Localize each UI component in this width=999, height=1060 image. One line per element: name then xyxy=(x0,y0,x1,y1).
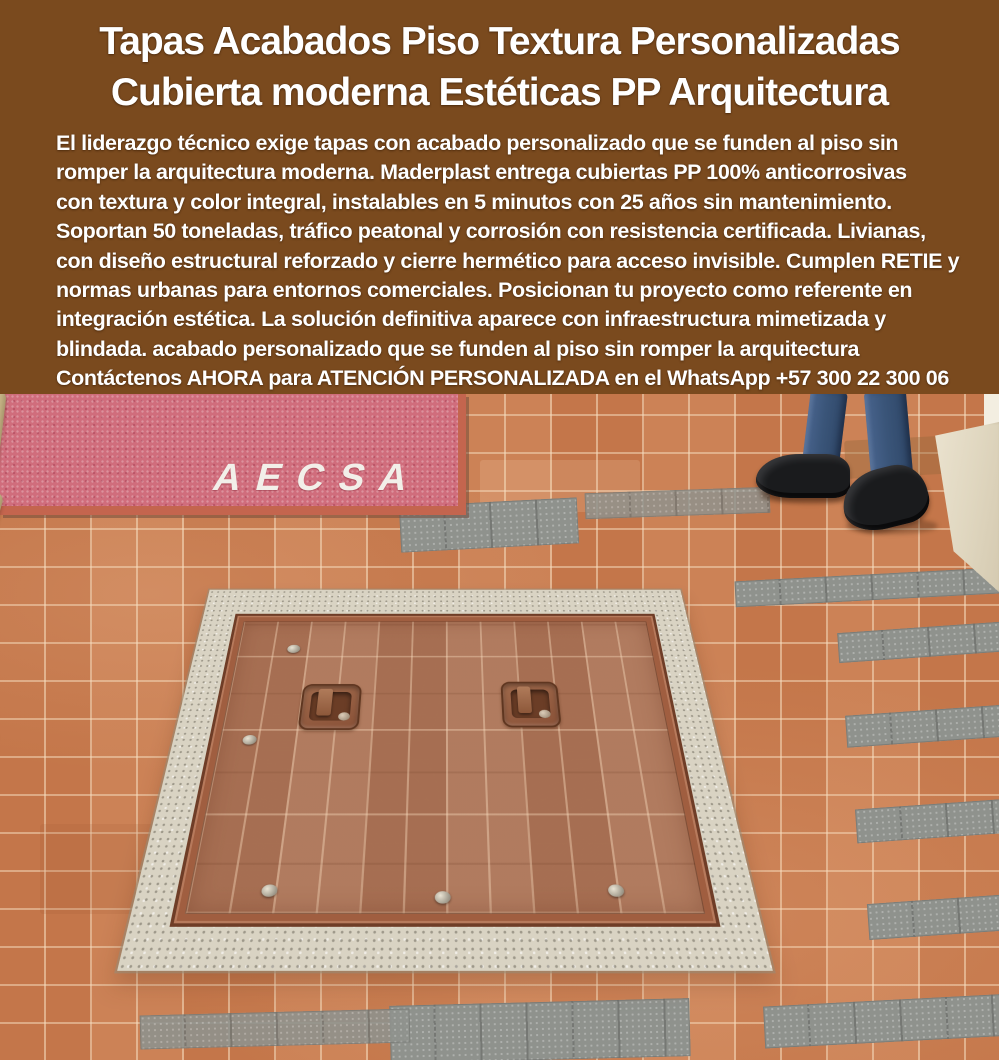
gray-brick-band xyxy=(867,894,999,940)
lift-handle[interactable] xyxy=(298,684,363,730)
screw xyxy=(435,892,451,904)
page-title xyxy=(0,16,999,118)
paragraph-line: con diseño estructural reforzado y cierre hermético para acceso invisible. Cumplen RETIE y xyxy=(56,248,960,273)
gray-brick-band xyxy=(837,621,999,663)
paragraph-line: blindada. acabado personalizado que se funden al piso sin romper la arquitectura xyxy=(56,336,860,361)
product-photo xyxy=(0,394,999,1060)
gray-brick-band xyxy=(140,1008,411,1049)
screw xyxy=(260,884,277,896)
handle-pin xyxy=(338,713,350,721)
gray-brick-band xyxy=(845,704,999,747)
handle-pin xyxy=(539,710,551,718)
title-line-2: Cubierta moderna Estéticas PP Arquitectura xyxy=(110,71,889,114)
leather-boot xyxy=(756,454,850,498)
gray-brick-band xyxy=(585,487,771,519)
intro-paragraph xyxy=(0,129,999,394)
chair-leg xyxy=(0,490,4,854)
paragraph-line: normas urbanas para entornos comerciales. Posicionan tu proyecto como referente en xyxy=(56,278,913,303)
gray-brick-band xyxy=(763,993,999,1048)
cover-plate xyxy=(185,621,705,914)
handle-grip[interactable] xyxy=(516,686,532,713)
paragraph-line: romper la arquitectura moderna. Maderplast entrega cubiertas PP 100% anticorrosivas xyxy=(56,160,907,185)
screw xyxy=(287,645,301,653)
concrete-step xyxy=(928,422,999,592)
floor-access-cover xyxy=(117,590,773,971)
whatsapp-contact-line[interactable]: Contáctenos AHORA para ATENCIÓN PERSONALIZADA en el WhatsApp +57 300 22 300 06 xyxy=(56,366,949,391)
gray-brick-band xyxy=(855,799,999,844)
paragraph-line: Soportan 50 toneladas, tráfico peatonal y corrosión con resistencia certificada. Livianas, xyxy=(56,219,926,244)
title-line-1: Tapas Acabados Piso Textura Personalizadas xyxy=(99,20,900,63)
lift-handle[interactable] xyxy=(500,681,561,727)
paragraph-line: El liderazgo técnico exige tapas con acabado personalizado que se funden al piso sin xyxy=(56,131,899,155)
paragraph-line: integración estética. La solución definitiva aparece con infraestructura mimetizada y xyxy=(56,307,886,332)
gray-brick-band xyxy=(389,998,690,1060)
mat-brand-text: AECSA xyxy=(208,457,428,499)
header-banner xyxy=(0,0,999,394)
screw xyxy=(242,735,258,745)
screw xyxy=(608,884,625,896)
cover-frame xyxy=(169,614,720,927)
entrance-mat xyxy=(0,394,466,515)
gray-brick-band xyxy=(735,567,999,608)
paragraph-line: con textura y color integral, instalables en 5 minutos con 25 años sin mantenimiento. xyxy=(56,189,892,214)
